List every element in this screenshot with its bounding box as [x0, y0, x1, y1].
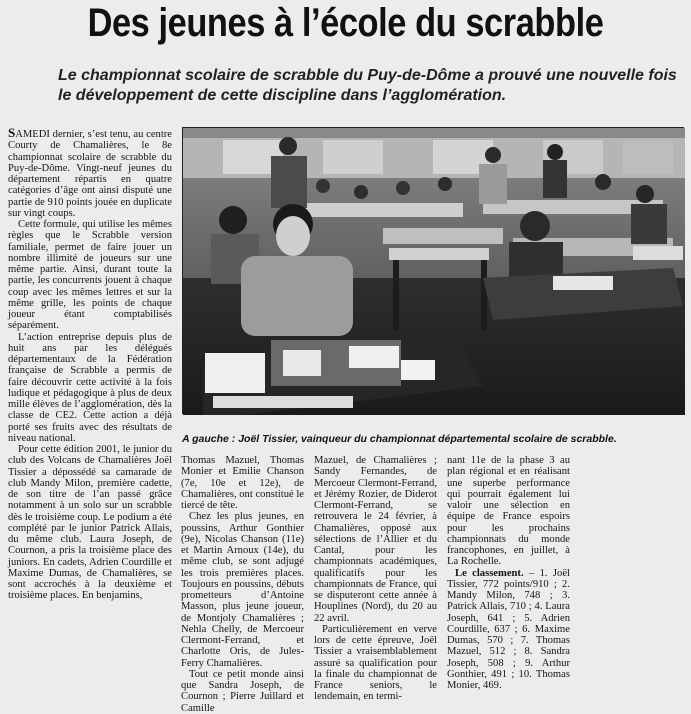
col4-paragraph-1: nant 11e de la phase 3 au plan régional et en réalisant une superbe performance qui pourrait également lui valoir une sélection en équipe de France espoirs pour les prochains championnats du monde francophones, en juillet, à La Rochelle.: [447, 455, 570, 568]
article-column-4: [447, 455, 570, 691]
article-column-2: [181, 455, 304, 714]
article-column-1: [8, 127, 172, 667]
paragraph-1: [8, 127, 172, 219]
col3-paragraph-2: Particulièrement en verve lors de cette épreuve, Joël Tissier a vraisemblablement assuré sa qualification pour la finale du championnat de France seniors, le lendemain, en termi-: [314, 623, 437, 703]
paragraph-4: Pour cette édition 2001, le junior du club des Volcans de Chamalières Joël Tissier a dépossédé sa camarade de club Mandy Milon, première cadette, de son titre de l’an passé grâce notamment à un solo sur un scrabble dès le troisième coup. Le podium a été complété par le junior Patrick Allais, du même club. Laura Joseph, de Cournon, a pris la troisième place des juniors. En cadets, Adrien Courdille et Maxime Dumas, de Chamalières, se sont accrochés à la deuxième et troisième places. En benjamins,: [8, 444, 172, 602]
col2-paragraph-2: Chez les plus jeunes, en poussins, Arthur Gonthier (9e), Nicolas Chanson (11e) et Martin Arnoux (14e), du même club, se sont adjugé les trois premières places. Toujours en poussins, débuts prometteurs d’Antoine Masson, plus jeune joueur, de Montjoly Chamalières ; Nehla Chelly, de Mercoeur Clermont-Ferrand, et Charlotte Oris, de Jules-Ferry Chamalières.: [181, 511, 304, 669]
photo-illustration: [183, 128, 685, 415]
paragraph-3: L’action entreprise depuis plus de huit ans par les délégués départementaux de la Fédération française de Scrabble a permis de faire découvrir cette activité à la fois ludique et pédagogique à plus de deux mille élèves de l’agglomération, dès la classe de CE2. Cette action a déjà porté ses fruits avec des résultats de niveau national.: [8, 331, 172, 444]
ranking-label: Le classement.: [455, 567, 524, 579]
article-column-3: [314, 455, 437, 703]
paragraph-1-text: AMEDI dernier, s’est tenu, au centre Courty de Chamalières, le 8e championnat scolaire de scrabble du Puy-de-Dôme. Vingt-neuf jeunes du département répartis en quatre catégories d’âge ont ainsi disputé une partie de 910 points jouée en duplicate sur vingt coups.: [8, 129, 172, 219]
photo-scrabble-players: [182, 127, 684, 414]
subheadline: Le championnat scolaire de scrabble du Puy-de-Dôme a prouvé une nouvelle fois le développement de cette discipline dans l’agglomération.: [58, 67, 677, 104]
ranking-list: – 1. Joël Tissier, 772 points/910 ; 2. Mandy Milon, 748 ; 3. Patrick Allais, 710 ; 4. Laura Joseph, 641 ; 5. Adrien Courdille, 637 ; 6. Maxime Dumas, 570 ; 7. Thomas Mazuel, 512 ; 8. Sandra Joseph, 508 ; 9. Arthur Gonthier, 491 ; 10. Thomas Monier, 469.: [447, 567, 570, 691]
photo-caption: A gauche : Joël Tissier, vainqueur du championnat départemental scolaire de scrabble.: [182, 433, 617, 445]
ranking-paragraph: [447, 568, 570, 692]
col2-paragraph-1: Thomas Mazuel, Thomas Monier et Emilie Chanson (7e, 10e et 12e), de Chamalières, ont constitué le tiercé de tête.: [181, 455, 304, 511]
dropcap: S: [8, 125, 16, 140]
col3-paragraph-1: Mazuel, de Chamalières ; Sandy Fernandes, de Mercoeur Clermont-Ferrand, et Jérémy Rozier, de Diderot Clermont-Ferrand, se retrouvera le 24 février, à Chamalières, opposé aux sélections de l’Allier et du Cantal, pour les championnats académiques, qualificatifs pour les championnats de France, qui se disputeront cette année à Houplines (Nord), du 20 au 22 avril.: [314, 455, 437, 624]
col2-paragraph-3: Tout ce petit monde ainsi que Sandra Joseph, de Cournon ; Pierre Juillard et Camille: [181, 668, 304, 714]
headline: Des jeunes à l’école du scrabble: [87, 1, 604, 45]
paragraph-2: Cette formule, qui utilise les mêmes règles que le Scrabble version familiale, permet de faire jouer un nombre illimité de joueurs sur une même partie. Ainsi, durant toute la partie, les concurrents jouent à chaque coup avec les mêmes lettres et sur la même grille, les points de chaque joueur étant comptabilisés séparément.: [8, 219, 172, 332]
